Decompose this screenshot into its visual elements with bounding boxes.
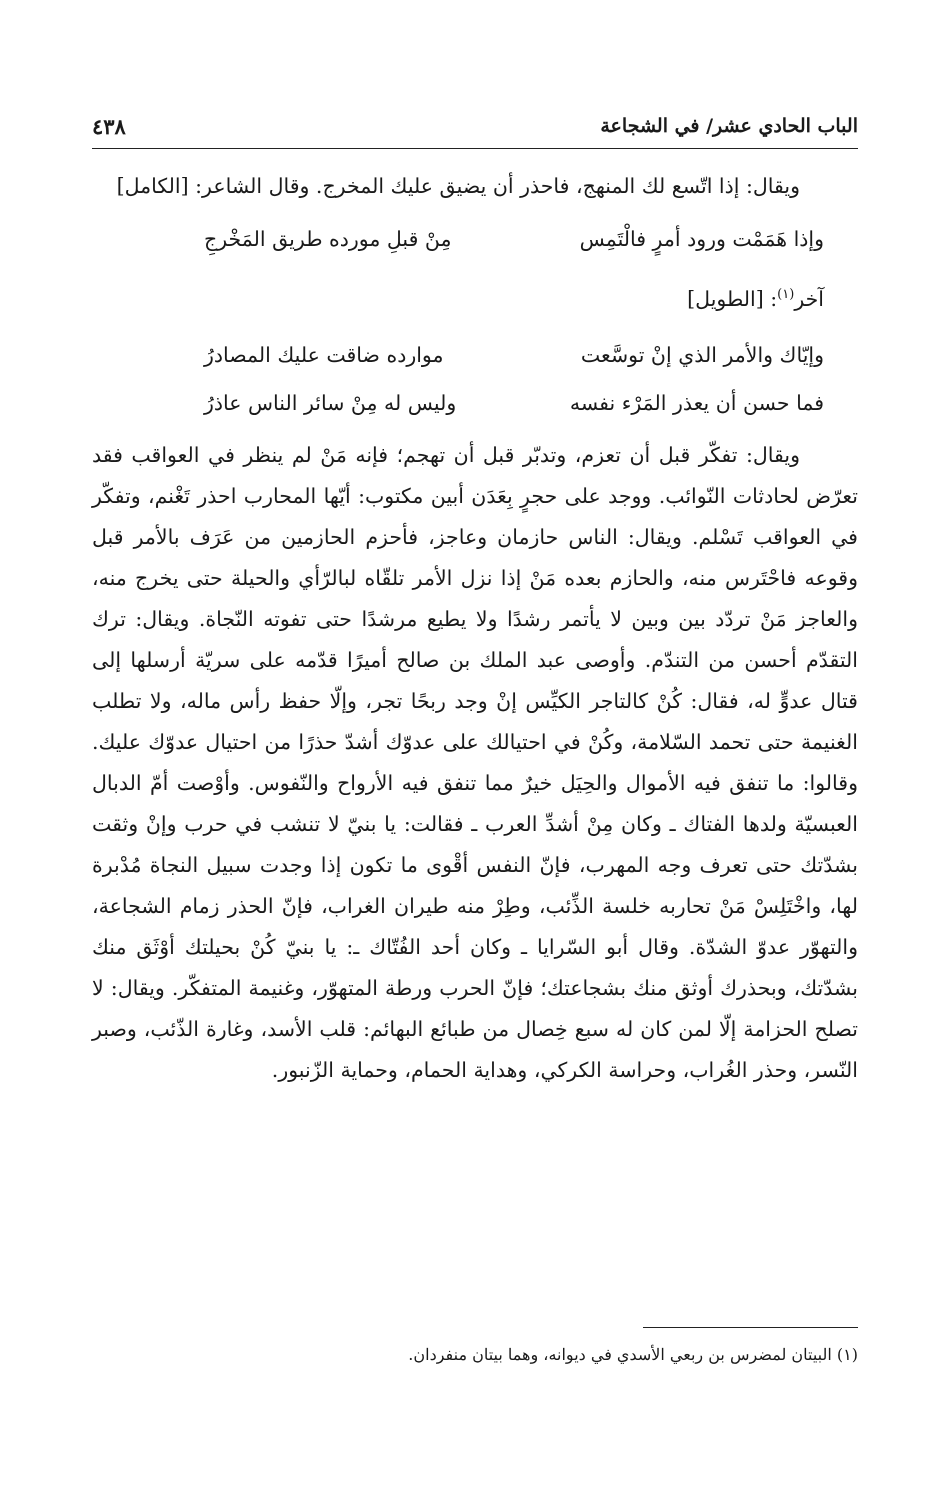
footnote-reference[interactable]: (١) [777, 287, 795, 302]
verse-second-hemistich: مِنْ قبلِ مورده طريق المَخْرجِ [204, 227, 452, 251]
transition-line [92, 271, 858, 323]
intro-paragraph: ويقال: إذا اتّسع لك المنهج، فاحذر أن يضيق عليك المخرج. وقال الشاعر: [الكامل] [116, 174, 800, 198]
body-paragraph: ويقال: تفكّر قبل أن تعزم، وتدبّر قبل أن تهجم؛ فإنه مَنْ لم ينظر في العواقب فقد تعرّض لحادثات النّوائب. ووجد على حجرٍ بِعَدَن أبين مكتوب: أيّها المحارب احذر تَغْنم، وتفكّر في العواقب تَسْلم. ويقال: الناس حازمان وعاجز، فأحزم الحازمين من عَرَف بالأمر قبل وقوعه فاحْتَرس منه، والحازم بعده مَنْ إذا نزل الأمر تلقّاه لبالرّأي والحيلة حتى يخرج منه، والعاجز مَنْ تردّد بين وبين لا يأتمر رشدًا ولا يطيع مرشدًا حتى تفوته النّجاة. ويقال: ترك التقدّم أحسن من التندّم. وأوصى عبد الملك بن صالح أميرًا قدّمه على سريّة أرسلها إلى قتال عدوٍّ له، فقال: كُنْ كالتاجر الكيِّس إنْ وجد ربحًا تجر، وإلّا حفظ رأس ماله، ولا تطلب الغنيمة حتى تحمد السّلامة، وكُنْ في احتيالك على عدوّك أشدّ حذرًا من احتيال عدوّك عليك. وقالوا: ما تنفق فيه الأموال والحِيَل خيرٌ مما تنفق فيه الأرواح والنّفوس. وأوْصت أمّ الدبال العبسيّة ولدها الفتاك ـ وكان مِنْ أشدِّ العرب ـ فقالت: يا بنيّ لا تنشب في حرب وإنْ وثقت بشدّتك حتى تعرف وجه المهرب، فإنّ النفس أقْوى ما تكون إذا وجدت سبيل النجاة مُدْبرة لها، واخْتَلِسْ مَنْ تحاربه خلسة الذِّئب، وطِرْ منه طيران الغراب، فإنّ الحذر زمام الشجاعة، والتهوّر عدوّ الشدّة. وقال أبو السّرايا ـ وكان أحد الفُتّاك ـ: يا بنيّ كُنْ بحيلتك أوْثَق منك بشدّتك، وبحذرك أوثق منك بشجاعتك؛ فإنّ الحرب ورطة المتهوّر، وغنيمة المتفكّر. ويقال: لا تصلح الحزامة إلّا لمن كان له سبع خِصال من طبائع البهائم: قلب الأسد، وغارة الذّئب، وصبر النّسر، وحذر الغُراب، وحراسة الكركي، وهداية الحمام، وحماية الزّنبور. [92, 442, 859, 1082]
verse-first-hemistich: وإذا هَمَمْت ورود أمرٍ فالْتَمِس [579, 227, 824, 251]
poem-kamil [92, 215, 858, 263]
footnote: (١) البيتان لمضرس بن ربعي الأسدي في ديوانه، وهما بيتان منفردان. [408, 1345, 858, 1364]
meter-label: : [الطويل] [687, 286, 778, 311]
verse [92, 215, 858, 263]
verse-second-hemistich: موارده ضاقت عليك المصادرُ [204, 342, 444, 367]
transition-prefix: آخر [794, 286, 824, 311]
running-title: الباب الحادي عشر/ في الشجاعة [600, 115, 858, 137]
page-header [92, 108, 858, 144]
poem-tawil [92, 331, 858, 427]
verse-first-hemistich: فما حسن أن يعذر المَرْء نفسه [569, 390, 824, 415]
footnote-rule [643, 1327, 858, 1328]
page-number: ٤٣٨ [92, 113, 126, 139]
verse [92, 331, 858, 379]
verse-first-hemistich: وإيّاك والأمر الذي إنْ توسَّعت [580, 342, 824, 367]
page-content [92, 166, 858, 1091]
verse-second-hemistich: وليس له مِنْ سائر الناس عاذرُ [204, 390, 457, 415]
verse [92, 379, 858, 427]
header-rule [92, 148, 858, 149]
